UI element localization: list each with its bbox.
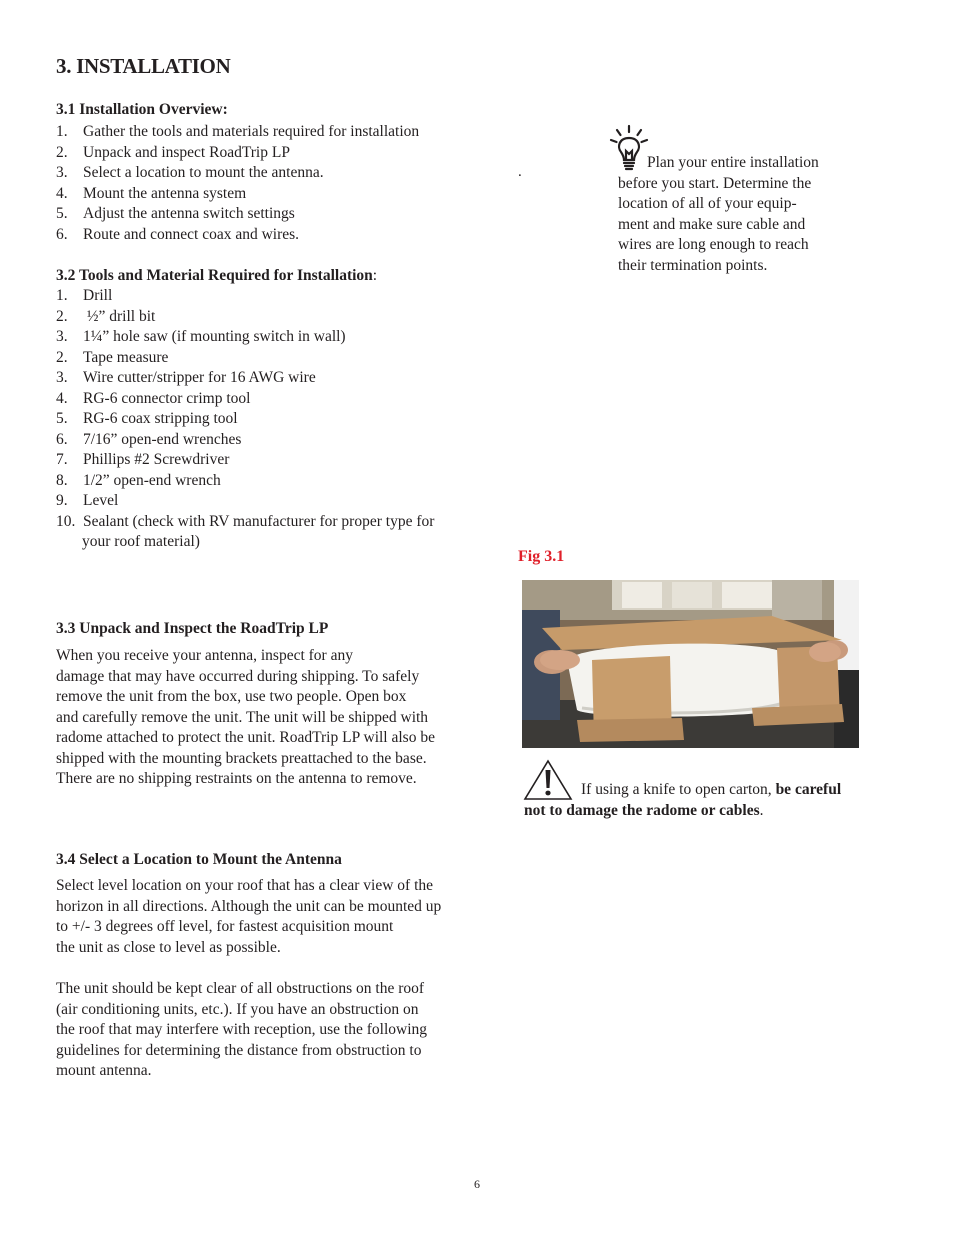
list-item: 3. 1¼” hole saw (if mounting switch in wall): [56, 328, 346, 345]
warning-callout: If using a knife to open carton, be careful not to damage the radome or cables.: [524, 781, 842, 819]
list-item: 5. RG-6 coax stripping tool: [56, 410, 238, 427]
list-item: 3. Select a location to mount the antenna.: [56, 164, 324, 181]
list-item: 10. Sealant (check with RV manufacturer for proper type for: [56, 512, 435, 530]
list-item: 1. Gather the tools and materials required for installation: [56, 123, 420, 140]
section-3-4-title: 3.4 Select a Location to Mount the Antenna: [56, 851, 342, 868]
section-3-1-title: 3.1 Installation Overview:: [56, 101, 228, 118]
list-item: 6. Route and connect coax and wires.: [56, 225, 300, 243]
section-3-2-title: 3.2 Tools and Material Required for Installation:: [56, 267, 378, 284]
list-item: 2. ½” drill bit: [56, 307, 156, 325]
list-item-continuation: your roof material): [82, 533, 200, 550]
list-item: 4. RG-6 connector crimp tool: [56, 389, 251, 407]
list-item: 1. Drill: [56, 287, 113, 304]
page-heading: 3. INSTALLATION: [56, 54, 231, 78]
list-item: 6. 7/16” open-end wrenches: [56, 430, 242, 448]
overview-list: [56, 122, 419, 245]
page-number: 6: [474, 1177, 480, 1191]
unboxing-photo: [522, 580, 859, 748]
section-3-3-body: When you receive your antenna, inspect for any damage that may have occurred during shipping. To safely remove the unit from the box, use two people. Open box and carefully remove the unit. The unit will be shipped with radome attached to protect the unit. RoadTrip LP will also be shipped with the mounting brackets preattached to the base. There are no shipping restraints on the antenna to remove.: [56, 647, 435, 787]
section-3-3-title: 3.3 Unpack and Inspect the RoadTrip LP: [56, 620, 329, 637]
unboxing-photo-illustration: [522, 580, 859, 748]
tip-first-line: Plan your entire installation: [647, 154, 819, 171]
section-3-4-para-2: The unit should be kept clear of all obstructions on the roof (air conditioning units, etc.). If you have an obstruction on the roof that may interfere with reception, use the following guidelines for determining the distance from obstruction to mount antenna.: [56, 980, 428, 1079]
tools-list: [56, 286, 434, 553]
section-3-4-para-1: Select level location on your roof that has a clear view of the horizon in all directions. Although the unit can be mounted up to +/- 3 degrees off level, for fastest acquisition mount the unit as close to level as possible.: [56, 877, 442, 956]
list-item: 2. Tape measure: [56, 348, 169, 366]
list-item: 9. Level: [56, 492, 119, 509]
list-item: 3. Wire cutter/stripper for 16 AWG wire: [56, 369, 316, 386]
list-item: 4. Mount the antenna system: [56, 184, 247, 202]
figure-label: Fig 3.1: [518, 548, 565, 565]
list-item: 8. 1/2” open-end wrench: [56, 471, 221, 489]
list-item: 2. Unpack and inspect RoadTrip LP: [56, 143, 290, 161]
list-item: 7. Phillips #2 Screwdriver: [56, 451, 230, 468]
tip-callout: Plan your entire installation before you start. Determine the location of all of your equip- ment and make sure cable and wires are long enough to reach their termination points.: [618, 124, 858, 276]
stray-dot: .: [518, 164, 522, 180]
list-item: 5. Adjust the antenna switch settings: [56, 205, 295, 222]
